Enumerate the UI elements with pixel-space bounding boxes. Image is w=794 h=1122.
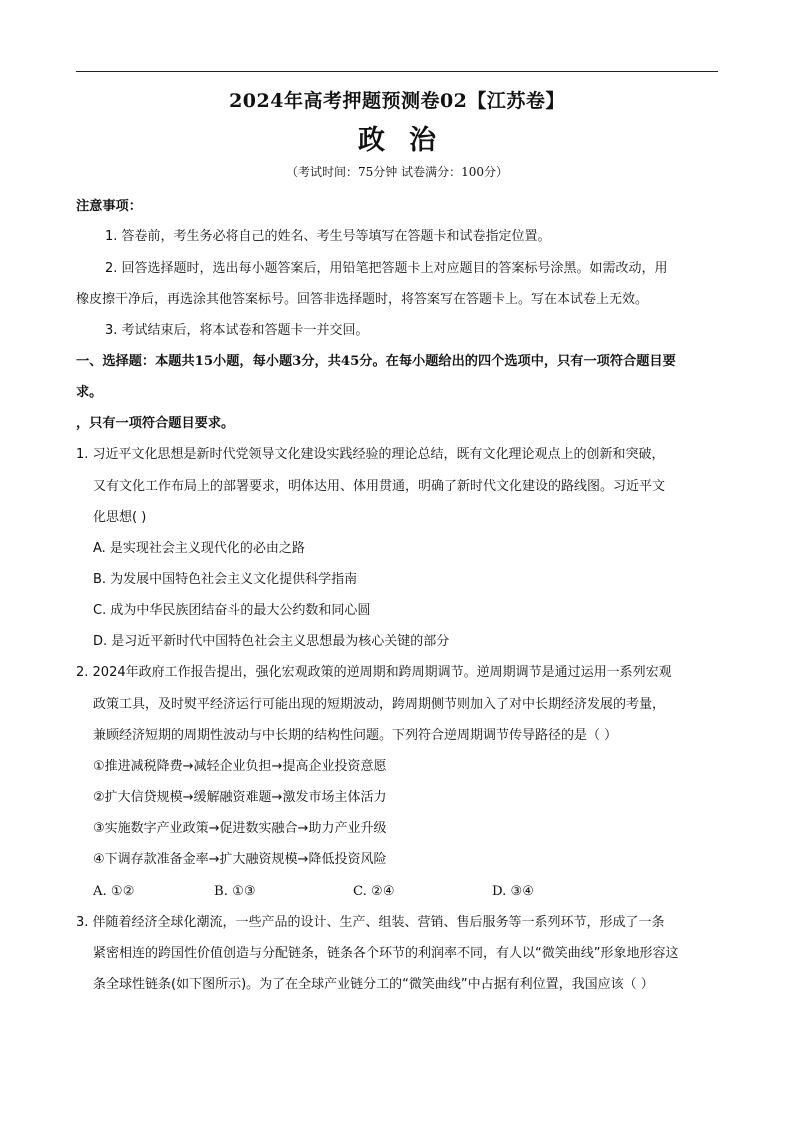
question-3-stem: 条全球性链条(如下图所示)。为了在全球产业链分工的“微笑曲线”中占据有利位置，我国应该（ ） bbox=[93, 977, 654, 992]
question-1-option-d: D. 是习近平新时代中国特色社会主义思想最为核心关键的部分 bbox=[93, 634, 450, 649]
header-rule bbox=[76, 71, 718, 72]
notice-item: 3. 考试结束后，将本试卷和答题卡一并交回。 bbox=[105, 323, 369, 338]
question-1-stem: 化思想( ) bbox=[93, 510, 147, 525]
notice-item: 1. 答卷前，考生务必将自己的姓名、考生号等填写在答题卡和试卷指定位置。 bbox=[105, 229, 551, 244]
question-2-item-3: ③实施数字产业政策→促进数实融合→助力产业升级 bbox=[93, 821, 387, 836]
section-heading-cont: 求。 bbox=[76, 385, 103, 400]
notice-item: 2. 回答选择题时，选出每小题答案后，用铅笔把答题卡上对应题目的答案标号涂黑。如需改动，用 bbox=[105, 261, 668, 276]
question-3-stem: 紧密相连的跨国性价值创造与分配链条，链条各个环节的利润率不同，有人以“微笑曲线”形象地形容这 bbox=[93, 946, 679, 961]
question-2-item-4: ④下调存款准备金率→扩大融资规模→降低投资风险 bbox=[93, 852, 387, 867]
question-1-stem: 1. 习近平文化思想是新时代党领导文化建设实践经验的理论总结，既有文化理论观点上的创新和突破， bbox=[76, 447, 665, 462]
question-2-stem: 政策工具，及时熨平经济运行可能出现的短期波动，跨周期侧节则加入了对中长期经济发展的考量， bbox=[93, 697, 666, 712]
question-2-choice-c: C. ②④ bbox=[353, 884, 395, 899]
question-2-choice-d: D. ③④ bbox=[492, 884, 535, 899]
question-2-item-1: ①推进减税降费→减轻企业负担→提高企业投资意愿 bbox=[93, 759, 387, 774]
question-2-item-2: ②扩大信贷规模→缓解融资难题→激发市场主体活力 bbox=[93, 790, 387, 805]
question-1-option-b: B. 为发展中国特色社会主义文化提供科学指南 bbox=[93, 572, 358, 587]
exam-meta: （考试时间：75分钟 试卷满分：100分） bbox=[286, 165, 508, 179]
question-3-stem: 3. 伴随着经济全球化潮流，一些产品的设计、生产、组装、营销、售后服务等一系列环节，形成了一条 bbox=[76, 915, 665, 930]
question-1-stem: 又有文化工作布局上的部署要求，明体达用、体用贯通，明确了新时代文化建设的路线图。习近平文 bbox=[93, 479, 666, 494]
subject-title: 政治 bbox=[358, 125, 460, 156]
question-2-choice-b: B. ①③ bbox=[214, 884, 256, 899]
notice-heading: 注意事项： bbox=[76, 199, 142, 214]
section-heading: 一、选择题：本题共15小题，每小题3分，共45分。在每小题给出的四个选项中，只有一项符合题目要 bbox=[76, 354, 676, 369]
section-heading-repeat: ，只有一项符合题目要求。 bbox=[76, 416, 235, 431]
question-2-choice-a: A. ①② bbox=[93, 884, 135, 899]
question-1-option-a: A. 是实现社会主义现代化的必由之路 bbox=[93, 541, 305, 556]
question-2-stem: 2. 2024年政府工作报告提出，强化宏观政策的逆周期和跨周期调节。逆周期调节是通过运用一系列宏观 bbox=[76, 665, 672, 680]
question-2-stem: 兼顾经济短期的周期性波动与中长期的结构性问题。下列符合逆周期调节传导路径的是（ ） bbox=[93, 728, 618, 743]
question-1-option-c: C. 成为中华民族团结奋斗的最大公约数和同心圆 bbox=[93, 603, 371, 618]
exam-title: 2024年高考押题预测卷02【江苏卷】 bbox=[229, 90, 565, 112]
notice-item: 橡皮擦干净后，再选涂其他答案标号。回答非选择题时，将答案写在答题卡上。写在本试卷上无效。 bbox=[76, 292, 649, 307]
